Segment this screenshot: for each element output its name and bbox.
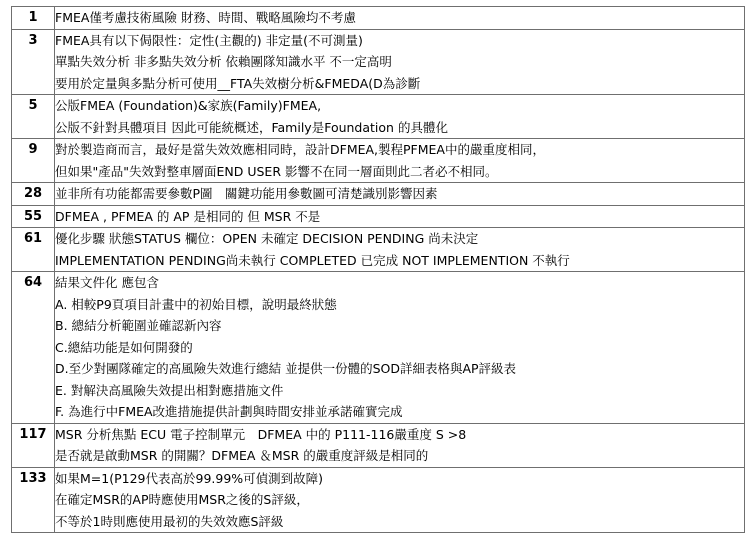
note-line: C.總結功能是如何開發的: [55, 339, 193, 355]
table-row: [12, 139, 745, 183]
note-line: FMEA僅考慮技術風險 財務、時間、戰略風險均不考慮: [55, 10, 356, 25]
note-line: B. 總結分析範圍並確認新內容: [55, 318, 222, 333]
note-line: 但如果"產品"失效對整車層面END USER 影響不在同一層面則此二者必不相同。: [55, 163, 498, 179]
page-number-cell: 133: [12, 467, 55, 533]
note-content-cell: [55, 467, 745, 533]
note-line: DFMEA , PFMEA 的 AP 是相同的 但 MSR 不是: [55, 208, 321, 224]
page-number-cell: 28: [12, 183, 55, 206]
table-row: [12, 228, 745, 272]
note-line: 公版不針對具體項目 因此可能統概述，Family是Foundation 的具體化: [55, 119, 448, 135]
note-line: 單點失效分析 非多點失效分析 依賴團隊知識水平 不一定高明: [55, 54, 392, 69]
note-line: 在確定MSR的AP時應使用MSR之後的S評級，: [55, 492, 309, 507]
page-number-cell: 3: [12, 29, 55, 95]
page-number-cell: 61: [12, 228, 55, 272]
note-content-cell: [55, 183, 745, 206]
notes-table: [11, 6, 745, 533]
note-line: 結果文件化 應包含: [55, 275, 159, 290]
note-content-cell: [55, 423, 745, 467]
note-content-cell: [55, 228, 745, 272]
note-line: E. 對解決高風險失效提出相對應措施文件: [55, 382, 284, 398]
table-row: [12, 467, 745, 533]
note-line: 公版FMEA (Foundation)&家族(Family)FMEA,: [55, 98, 322, 113]
note-line: F. 為進行中FMEA改進措施提供計劃與時間安排並承諾確實完成: [55, 404, 403, 419]
page-number-cell: 9: [12, 139, 55, 183]
note-line: FMEA具有以下侷限性：定性(主觀的) 非定量(不可測量): [55, 32, 363, 48]
note-line: 是否就是啟動MSR 的開關？DFMEA ＆MSR 的嚴重度評級是相同的: [55, 448, 429, 463]
table-row: [12, 7, 745, 30]
notes-table-body: [12, 7, 745, 533]
note-line: 不等於1時則應使用最初的失效效應S評級: [55, 513, 284, 529]
page-number-cell: 117: [12, 423, 55, 467]
table-row: [12, 29, 745, 95]
note-line: 要用於定量與多點分析可使用__FTA失效樹分析&FMEDA(D為診斷: [55, 75, 421, 91]
page-number-cell: 64: [12, 272, 55, 424]
table-row: [12, 423, 745, 467]
note-line: A. 相較P9頁項目計畫中的初始目標，說明最終狀態: [55, 296, 337, 312]
page-number-cell: 5: [12, 95, 55, 139]
note-line: D.至少對團隊確定的高風險失效進行總結 並提供一份體的SOD詳細表格與AP評級表: [55, 361, 517, 376]
table-row: [12, 183, 745, 206]
table-row: [12, 272, 745, 424]
note-line: 並非所有功能都需要參數P圖 關鍵功能用參數圖可清楚識別影響因素: [55, 186, 438, 201]
note-line: 優化步驟 狀態STATUS 欄位：OPEN 未確定 DECISION PENDING 尚未決定: [55, 231, 479, 246]
note-line: 如果M=1(P129代表高於99.99%可偵測到故障): [55, 470, 324, 486]
note-line: IMPLEMENTATION PENDING尚未執行 COMPLETED 已完成 NOT IMPLEMENTION 不執行: [55, 252, 570, 268]
note-content-cell: [55, 29, 745, 95]
note-content-cell: [55, 95, 745, 139]
table-row: [12, 205, 745, 228]
note-content-cell: [55, 7, 745, 30]
note-content-cell: [55, 272, 745, 424]
note-content-cell: [55, 205, 745, 228]
table-row: [12, 95, 745, 139]
note-line: MSR 分析焦點 ECU 電子控制單元 DFMEA 中的 P111-116嚴重度 S >8: [55, 426, 467, 442]
page-number-cell: 1: [12, 7, 55, 30]
note-line: 對於製造商而言，最好是當失效效應相同時，設計DFMEA,製程PFMEA中的嚴重度相同，: [55, 142, 545, 157]
note-content-cell: [55, 139, 745, 183]
page-number-cell: 55: [12, 205, 55, 228]
